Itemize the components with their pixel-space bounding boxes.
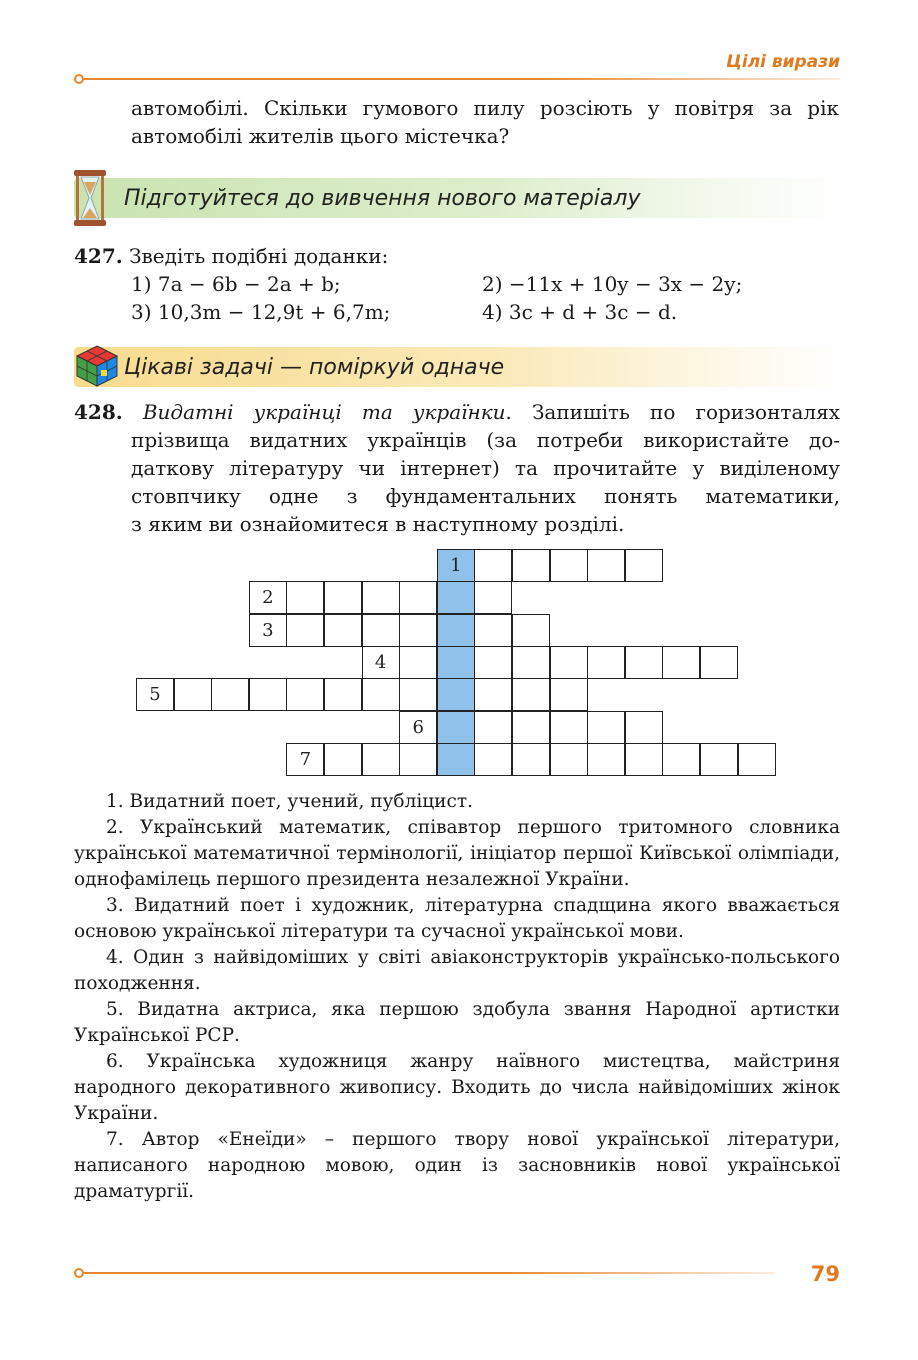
puzzles-banner-label: Цікаві задачі — поміркуй одначе <box>124 354 505 380</box>
clue-item: 7. Автор «Енеїди» – першого твору нової української літератури, написаного народною мовою, один із засновників нової української драматургії. <box>74 1129 840 1202</box>
crossword-grid <box>136 549 786 781</box>
crossword-cell <box>362 678 400 711</box>
clue-item: 6. Українська художниця жанру наївного мистецтва, майстриня народного декоративного живопису. Входить до числа найвідоміших жінок України. <box>74 1051 840 1124</box>
crossword-key-cell <box>437 646 475 679</box>
crossword-cell <box>550 646 588 679</box>
crossword-cell <box>474 549 512 582</box>
crossword-cell <box>474 743 512 776</box>
crossword-row-number: 3 <box>262 619 274 641</box>
puzzles-banner <box>74 347 840 387</box>
crossword-row-number: 1 <box>450 555 462 576</box>
exercise-text-line: стовпчику одне з фундаментальних понять математики, <box>131 484 840 508</box>
crossword-key-cell <box>437 614 475 647</box>
crossword-cell <box>249 581 287 614</box>
header-rule <box>84 78 840 80</box>
page-number: 79 <box>810 1262 840 1286</box>
crossword-cell <box>474 614 512 647</box>
crossword-cell <box>550 678 588 711</box>
crossword-cell <box>474 678 512 711</box>
crossword-cell <box>399 678 437 711</box>
rubiks-cube-icon <box>74 343 120 389</box>
crossword-cell <box>324 678 362 711</box>
header-rule-dot <box>74 74 84 84</box>
prepare-banner <box>74 178 840 218</box>
crossword-cell <box>136 678 174 711</box>
intro-line: автомобілі жителів цього містечка? <box>131 124 510 148</box>
hourglass-icon <box>72 168 108 228</box>
clue-item: 2. Український математик, співавтор першого тритомного словника української математичної термінології, ініціатор першої Київської олімпіади, однофамілець першого президента незалежної України. <box>74 817 840 890</box>
crossword-cell <box>738 743 776 776</box>
crossword-cell <box>625 743 663 776</box>
prepare-banner-label: Підготуйтеся до вивчення нового матеріалу <box>124 185 641 211</box>
crossword-cell <box>211 678 249 711</box>
crossword-row-number: 7 <box>299 748 312 770</box>
crossword-cell <box>286 581 324 614</box>
clue-item: 1. Видатний поет, учений, публіцист. <box>106 791 473 812</box>
exercise-text-line: з яким ви ознайомитеся в наступному розділі. <box>131 512 625 536</box>
crossword-key-cell <box>437 711 475 744</box>
crossword-cell <box>362 743 400 776</box>
crossword-cell <box>700 646 738 679</box>
crossword-cell <box>362 646 400 679</box>
exercise-prompt: Зведіть подібні доданки: <box>129 244 389 268</box>
crossword-row-number: 2 <box>262 587 274 609</box>
crossword-cell <box>286 678 324 711</box>
crossword-cell <box>324 743 362 776</box>
crossword-row-number: 6 <box>412 716 424 738</box>
crossword-cell <box>512 614 550 647</box>
exercise-number: 427. <box>74 244 123 268</box>
crossword-key-cell <box>437 743 475 776</box>
crossword-key-cell <box>437 549 475 582</box>
crossword-key-cell <box>437 678 475 711</box>
crossword-cell <box>662 646 700 679</box>
crossword-cell <box>587 711 625 744</box>
footer-rule-dot <box>74 1268 84 1278</box>
crossword-cell <box>174 678 212 711</box>
clue-list <box>74 789 840 1205</box>
crossword-cell <box>587 743 625 776</box>
exercise-title: Видатні українці та українки <box>142 400 506 424</box>
exercise-427 <box>74 242 840 270</box>
exercise-text-line: прізвища видатних українців (за потреби використайте до- <box>131 428 840 452</box>
exercise-428 <box>74 398 840 426</box>
crossword-cell <box>324 614 362 647</box>
crossword-cell <box>474 581 512 614</box>
crossword-cell <box>550 549 588 582</box>
intro-text <box>131 94 839 150</box>
clue-item: 3. Видатний поет і художник, літературна спадщина якого вважається основою української літератури та сучасної української мови. <box>74 895 840 942</box>
crossword-cell <box>399 711 437 744</box>
crossword-cell <box>550 743 588 776</box>
crossword-cell <box>512 678 550 711</box>
crossword-row-number: 4 <box>374 651 387 673</box>
crossword-cell <box>587 646 625 679</box>
crossword-cell <box>700 743 738 776</box>
chapter-title: Цілі вирази <box>726 52 840 72</box>
crossword-cell <box>286 614 324 647</box>
clue-item: 5. Видатна актриса, яка першою здобула звання Народної артистки Української РСР. <box>74 999 840 1046</box>
crossword-cell <box>474 646 512 679</box>
crossword-cell <box>625 549 663 582</box>
exercise-428-body <box>131 426 840 538</box>
crossword-cell <box>512 743 550 776</box>
crossword-cell <box>587 549 625 582</box>
crossword-cell <box>399 646 437 679</box>
crossword-cell <box>512 646 550 679</box>
crossword-cell <box>662 743 700 776</box>
exercise-text-line: . Запишіть по горизонталях <box>505 400 840 424</box>
clue-item: 4. Один з найвідоміших у світі авіаконструкторів українсько-польського походження. <box>74 947 840 994</box>
crossword-cell <box>362 581 400 614</box>
crossword-cell <box>625 646 663 679</box>
crossword-cell <box>249 678 287 711</box>
crossword-cell <box>399 581 437 614</box>
crossword-cell <box>512 711 550 744</box>
crossword-cell <box>249 614 287 647</box>
crossword-cell <box>362 614 400 647</box>
intro-line: автомобілі. Скільки гумового пилу розсіють у повітря за рік <box>131 96 839 120</box>
exercise-427-item-4: 4) 3c + d + 3c − d. <box>482 300 678 324</box>
crossword-cell <box>625 711 663 744</box>
exercise-number: 428. <box>74 400 123 424</box>
crossword-cell <box>474 711 512 744</box>
crossword-cell <box>324 581 362 614</box>
exercise-text-line: даткову літературу чи інтернет) та прочитайте у виділеному <box>131 456 840 480</box>
footer-rule <box>84 1272 774 1274</box>
crossword-cell <box>399 614 437 647</box>
crossword-cell <box>512 549 550 582</box>
exercise-427-item-3: 3) 10,3m − 12,9t + 6,7m; <box>131 300 391 324</box>
exercise-427-item-2: 2) −11x + 10y − 3x − 2y; <box>482 272 743 296</box>
crossword-row-number: 5 <box>149 684 161 706</box>
crossword-key-cell <box>437 581 475 614</box>
crossword-cell <box>399 743 437 776</box>
crossword-cell <box>286 743 324 776</box>
exercise-427-item-1: 1) 7a − 6b − 2a + b; <box>131 272 341 296</box>
crossword-cell <box>550 711 588 744</box>
